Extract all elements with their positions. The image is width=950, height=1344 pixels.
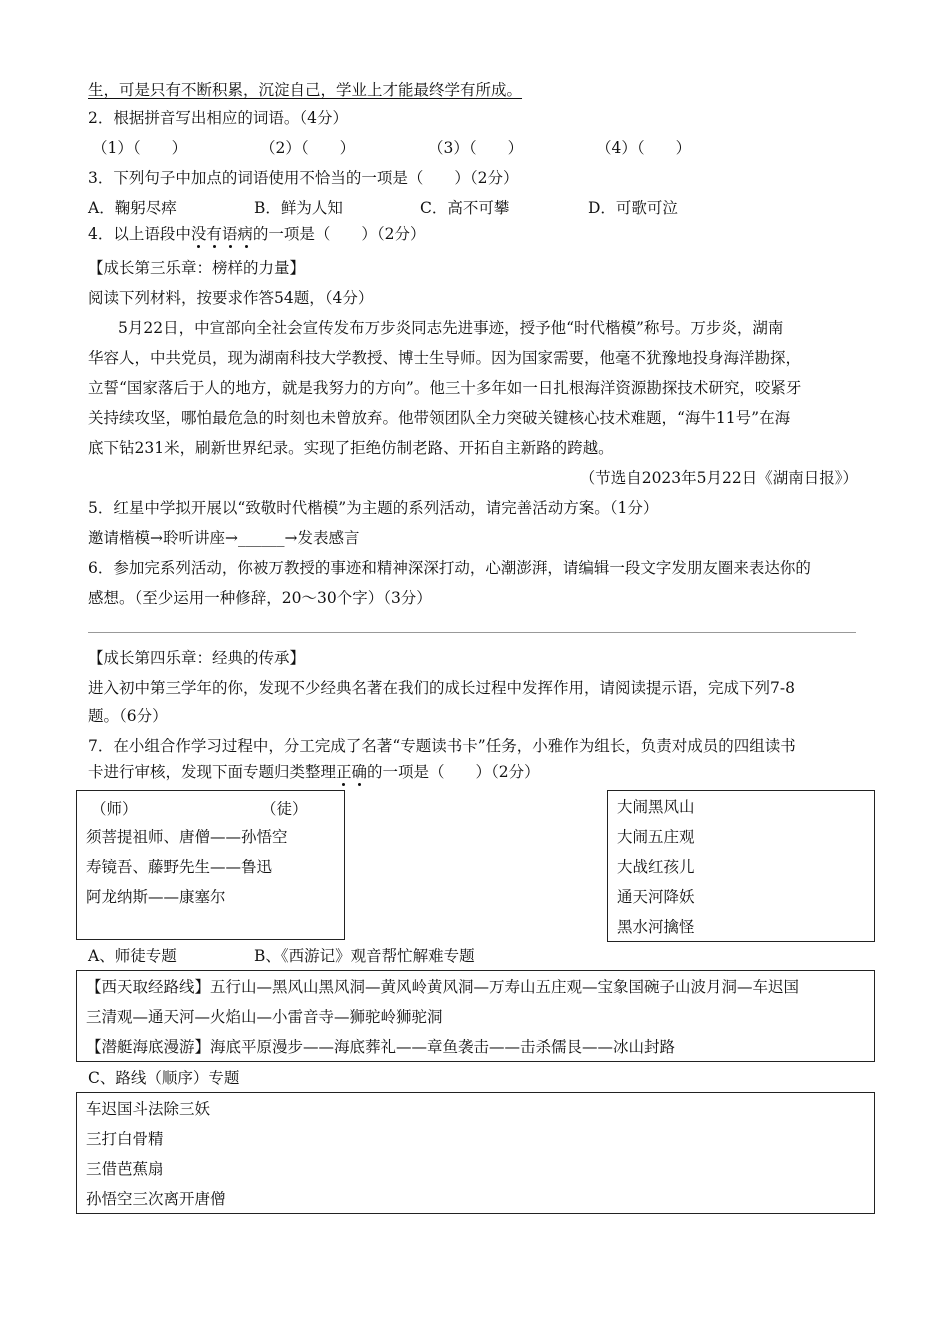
card-d-row: 孙悟空三次离开唐僧 [86,1190,226,1208]
q2-stem: 2．根据拼音写出相应的词语。（4分） [88,109,348,127]
q7-stem-line-1: 7．在小组合作学习过程中，分工完成了名著“专题读书卡”任务，小雅作为组长，负责对成员的四组读书 [88,737,796,755]
card-a-row: 寿镜吾、藤野先生——鲁迅 [86,858,273,876]
card-a-header-left: （师） [91,800,138,818]
q7-dotted-words: 正确 [336,763,367,781]
q6-stem-line-2: 感想。（至少运用一种修辞，20～30个字）（3分） [88,589,432,607]
card-c-row: 三清观—通天河—火焰山—小雷音寺—狮驼岭狮驼洞 [86,1008,443,1026]
passage-line-1: 5月22日，中宣部向全社会宣传发布万步炎同志先进事迹，授予他“时代楷模”称号。万步炎，湖南 [118,319,784,337]
passage-line-3: 立誓“国家落后于人的地方，就是我努力的方向”。他三十多年如一日扎根海洋资源勘探技术研究，咬紧牙 [88,379,802,397]
card-c-row: 【潜艇海底漫游】海底平原漫步——海底葬礼——章鱼袭击——击杀儒艮——冰山封路 [86,1038,676,1056]
card-b-row: 通天河降妖 [617,888,695,906]
passage-source: （节选自2023年5月22日《湖南日报》） [579,469,858,487]
option-b-label[interactable]: B、《西游记》观音帮忙解难专题 [254,947,475,965]
section3-title: 【成长第三乐章：榜样的力量】 [88,259,306,277]
q2-blank-1[interactable]: （1）（ ） [92,139,188,157]
option-c-label[interactable]: C、路线（顺序）专题 [88,1069,240,1087]
q3-option-c[interactable]: C．高不可攀 [420,199,510,217]
q7-stem-line-2: 卡进行审核，发现下面专题归类整理正确 的一项是（ ）（2分） [88,762,540,782]
reading-card-a [76,790,345,940]
intro-tail-text: 生，可是只有不断积累，沉淀自己，学业上才能最终学有所成。 [88,81,523,99]
section4-intro-line-1: 进入初中第三学年的你，发现不少经典名著在我们的成长过程中发挥作用，请阅读提示语，完成下列7-8 [88,679,795,697]
q4-stem [88,224,426,244]
card-b-row: 大战红孩儿 [617,858,695,876]
card-a-row: 须菩提祖师、唐僧——孙悟空 [86,828,288,846]
card-d-row: 三打白骨精 [86,1130,164,1148]
q4-pre: 4．以上语段中 [88,225,191,243]
card-c-row: 【西天取经路线】五行山—黑风山黑风洞—黄风岭黄风洞—万寿山五庄观—宝象国碗子山波月洞—车迟国 [86,978,800,996]
reading-card-c [76,970,875,1062]
option-a-label[interactable]: A、师徒专题 [88,947,177,965]
reading-card-d [76,1092,875,1214]
card-b-row: 大闹黑风山 [617,798,695,816]
q3-option-b[interactable]: B．鲜为人知 [254,199,343,217]
section4-title: 【成长第四乐章：经典的传承】 [88,649,306,667]
q5-flow[interactable]: 邀请楷模→聆听讲座→______→发表感言 [88,529,360,547]
q4-post: 的一项是（ ）（2分） [252,225,426,243]
section-divider [88,632,856,633]
reading-card-b [607,790,875,942]
q2-blank-2[interactable]: （2）（ ） [260,139,356,157]
passage-line-5: 底下钻231米，刷新世界纪录。实现了拒绝仿制老路、开拓自主新路的跨越。 [88,439,614,457]
passage-line-4: 关持续攻坚，哪怕最危急的时刻也未曾放弃。他带领团队全力突破关键核心技术难题，“海牛11号”在海 [88,409,791,427]
q3-option-d[interactable]: D．可歌可泣 [588,199,678,217]
card-a-header-right: （徒） [261,800,308,818]
card-d-row: 车迟国斗法除三妖 [86,1100,211,1118]
card-b-row: 大闹五庄观 [617,828,695,846]
q3-stem: 3．下列句子中加点的词语使用不恰当的一项是（ ）（2分） [88,169,519,187]
q4-dotted-words: 没有语病 [191,225,253,243]
card-d-row: 三借芭蕉扇 [86,1160,164,1178]
q2-blank-3[interactable]: （3）（ ） [428,139,524,157]
q3-option-a[interactable]: A．鞠躬尽瘁 [88,199,177,217]
passage-line-2: 华容人，中共党员，现为湖南科技大学教授、博士生导师。因为国家需要，他毫不犹豫地投身海洋勘探， [88,349,802,367]
section3-instruction: 阅读下列材料，按要求作答54题，（4分） [88,289,374,307]
card-a-row: 阿龙纳斯——康塞尔 [86,888,226,906]
q2-blank-4[interactable]: （4）（ ） [596,139,692,157]
section4-intro-line-2: 题。（6分） [88,707,168,725]
q6-stem-line-1: 6．参加完系列活动，你被万教授的事迹和精神深深打动，心潮澎湃，请编辑一段文字发朋友圈来表达你的 [88,559,811,577]
card-b-row: 黑水河擒怪 [617,918,695,936]
q5-stem: 5．红星中学拟开展以“致敬时代楷模”为主题的系列活动，请完善活动方案。（1分） [88,499,659,517]
